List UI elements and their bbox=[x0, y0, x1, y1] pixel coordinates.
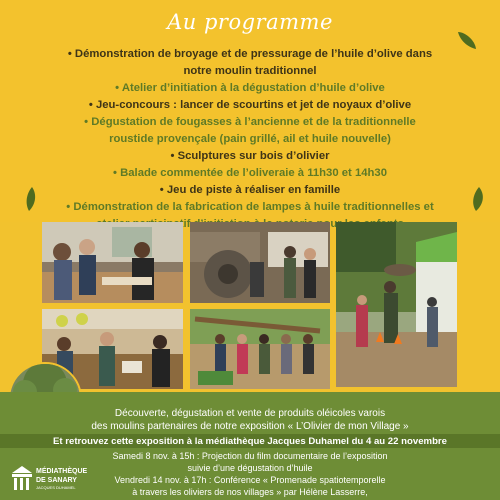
program-title: Au programme bbox=[167, 10, 333, 34]
svg-text:MÉDIATHÈQUE: MÉDIATHÈQUE bbox=[36, 468, 88, 475]
info-line: Découverte, dégustation et vente de produits oléicoles varois bbox=[114, 408, 386, 419]
olive-leaf-icon bbox=[470, 186, 486, 212]
program-item: • Sculptures sur bois d’olivier bbox=[170, 150, 330, 162]
olive-leaf-icon bbox=[24, 186, 38, 212]
info-line: Samedi 8 nov. à 15h : Projection du film documentaire de l’exposition bbox=[112, 451, 388, 461]
exhibition-dates: Et retrouvez cette exposition à la médiathèque Jacques Duhamel du 4 au 22 novembre bbox=[53, 436, 447, 447]
photo-crowd-game bbox=[190, 309, 330, 389]
program-item: • Atelier d’initiation à la dégustation d’huile d’olive bbox=[115, 82, 385, 94]
program-item: • Jeu de piste à réaliser en famille bbox=[159, 184, 341, 196]
photo-scourtin-throwing bbox=[336, 222, 457, 387]
info-line: des moulins partenaires de notre exposition « L’Olivier de mon Village » bbox=[91, 421, 409, 432]
svg-text:DE SANARY: DE SANARY bbox=[36, 477, 77, 484]
program-item: • Balade commentée de l’oliveraie à 11h30 et 14h30 bbox=[113, 167, 387, 179]
program-list bbox=[40, 46, 460, 233]
photo-collage bbox=[0, 222, 500, 392]
program-item: notre moulin traditionnel bbox=[183, 65, 317, 77]
mediatheque-logo bbox=[10, 462, 88, 494]
program-item: • Dégustation de fougasses à l’ancienne et de la traditionnelle bbox=[84, 116, 416, 128]
svg-text:JACQUES DUHAMEL: JACQUES DUHAMEL bbox=[36, 485, 76, 490]
photo-tasting-workshop bbox=[42, 222, 183, 303]
program-item: • Démonstration de la fabrication de lampes à huile traditionnelles et bbox=[66, 201, 434, 213]
info-line: suivie d’une dégustation d’huile bbox=[187, 463, 313, 473]
program-item: • Jeu-concours : lancer de scourtins et jet de noyaux d’olive bbox=[88, 99, 412, 111]
info-line: Vendredi 14 nov. à 17h : Conférence « Promenade spatiotemporelle bbox=[114, 475, 386, 485]
info-line: à travers les oliviers de nos villages » par Hélène Lasserre, bbox=[132, 487, 368, 497]
program-item: • Démonstration de broyage et de pressurage de l’huile d’olive dans bbox=[67, 48, 433, 60]
photo-olive-mill bbox=[190, 222, 330, 303]
program-item: roustide provençale (pain grillé, ail et huile nouvelle) bbox=[109, 133, 391, 145]
